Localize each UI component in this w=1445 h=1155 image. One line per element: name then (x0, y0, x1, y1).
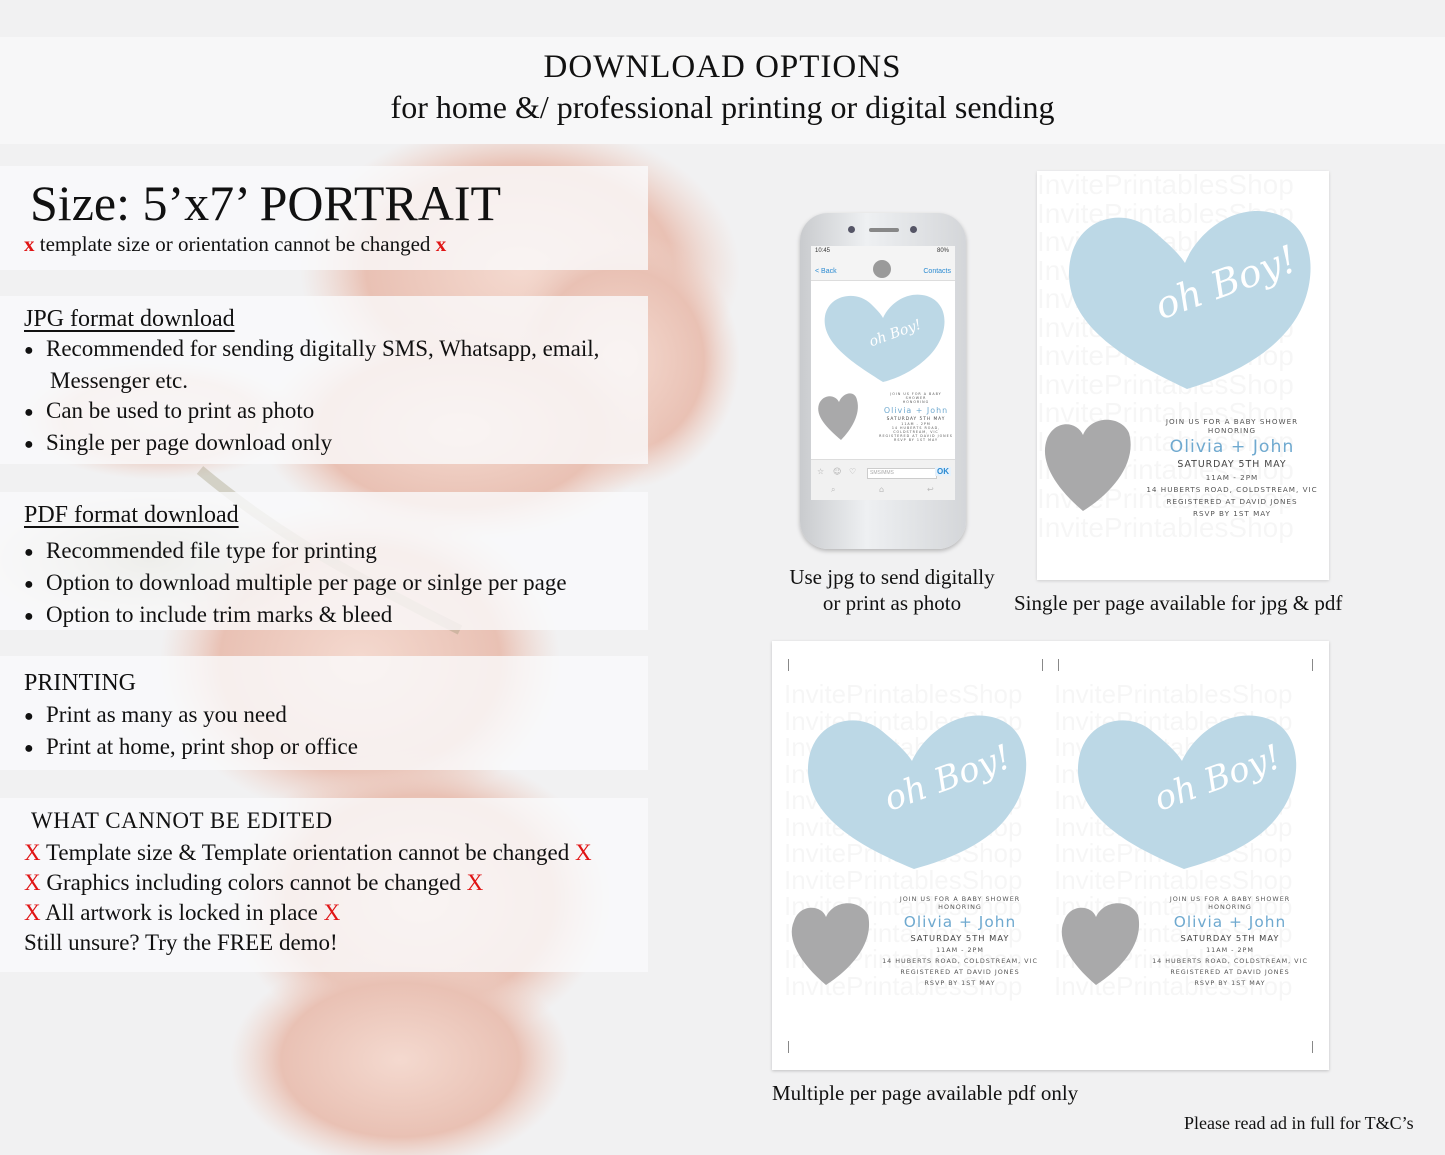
phone-mockup (800, 213, 966, 549)
red-x-icon: X (24, 900, 41, 925)
jpg-heading: JPG format download (24, 306, 235, 332)
trim-mark (1312, 659, 1313, 671)
list-item: ● Single per page download only (24, 428, 599, 460)
demo-line: Still unsure? Try the FREE demo! (24, 930, 338, 955)
pdf-heading: PDF format download (24, 502, 239, 528)
heart-script-text: oh Boy! (1148, 236, 1303, 329)
contacts-link[interactable]: Contacts (923, 268, 951, 275)
emoji-icon[interactable]: ☺ (833, 467, 842, 476)
heart-script-text: oh Boy! (867, 316, 924, 351)
red-x-icon: x (24, 232, 35, 256)
list-item: ● Print as many as you need (24, 700, 358, 732)
cannot-edit-heading: WHAT CANNOT BE EDITED (31, 808, 333, 833)
banner-subtitle: for home &/ professional printing or digital sending (390, 89, 1055, 125)
phone-screen (811, 246, 955, 500)
list-item: ● Recommended for sending digitally SMS, Whatsapp, email, (24, 334, 599, 366)
red-x-icon: X (574, 840, 592, 865)
red-x-icon: x (435, 232, 447, 256)
multi-invite-text: JOIN US FOR A BABY SHOWER HONORING Olivia + John SATURDAY 5TH MAY 11AM - 2PM 14 HUBERTS ROAD, COLDSTREAM, VIC REGISTERED AT DAVID JONES RSVP BY 1ST MAY (882, 895, 1038, 987)
bullet-icon: ● (24, 576, 34, 593)
search-icon[interactable]: ⌕ (831, 485, 836, 494)
list-item: X All artwork is locked in place X (24, 900, 341, 925)
cannot-edit-panel (0, 798, 648, 972)
header-banner (0, 37, 1445, 144)
contact-avatar-icon (873, 260, 891, 278)
home-icon[interactable]: ⌂ (879, 485, 885, 494)
list-item: ● Print at home, print shop or office (24, 732, 358, 764)
single-invite-text: JOIN US FOR A BABY SHOWER HONORING Olivia + John SATURDAY 5TH MAY 11AM - 2PM 14 HUBERTS ROAD, COLDSTREAM, VIC REGISTERED AT DAVID JONES RSVP BY 1ST MAY (1146, 417, 1318, 518)
list-item: ● Recommended file type for printing (24, 536, 567, 568)
single-caption: Single per page available for jpg & pdf (1014, 591, 1343, 615)
trim-mark (1042, 659, 1043, 671)
printing-panel (0, 656, 648, 770)
status-bar (811, 246, 955, 258)
red-x-icon: X (323, 900, 341, 925)
message-nav-bar (811, 258, 955, 281)
invite-artwork (784, 681, 1047, 1041)
printing-heading: PRINTING (24, 670, 136, 696)
back-link[interactable]: < Back (815, 268, 837, 275)
bullet-icon: ● (24, 342, 34, 359)
red-x-icon: X (24, 870, 41, 895)
trim-mark (788, 659, 789, 671)
multi-per-page-sheet (772, 641, 1329, 1070)
heart-script-text: oh Boy! (878, 737, 1017, 820)
trim-mark (1058, 659, 1059, 671)
cannot-edit-list (24, 838, 592, 958)
invite-artwork (1037, 171, 1329, 580)
list-item: X Graphics including colors cannot be changed X (24, 870, 484, 895)
size-panel (0, 166, 648, 270)
phone-invite-text: JOIN US FOR A BABY SHOWER HONORING Olivia + John SATURDAY 5TH MAY 11AM - 2PM 14 HUBERTS ROAD, COLDSTREAM, VIC REGISTERED AT DAVID JONES RSVP BY 1ST MAY (879, 392, 953, 442)
pdf-bullet-list (24, 536, 567, 632)
printing-bullet-list (24, 700, 358, 764)
sms-input[interactable]: SMS/MMS (867, 468, 937, 479)
jpg-bullet-list (24, 334, 599, 460)
camera-icon (848, 226, 855, 233)
terms-note: Please read ad in full for T&C’s (1184, 1113, 1414, 1133)
status-time: 10:45 (815, 248, 831, 254)
banner-title: DOWNLOAD OPTIONS (543, 49, 902, 85)
trim-mark (788, 1041, 789, 1053)
back-icon[interactable]: ↩ (927, 485, 934, 494)
heart-icon[interactable]: ♡ (849, 467, 857, 476)
bullet-icon: ● (24, 608, 34, 625)
bullet-icon: ● (24, 544, 34, 561)
jpg-panel (0, 296, 648, 464)
trim-mark (1312, 1041, 1313, 1053)
list-item: ● Option to include trim marks & bleed (24, 600, 567, 632)
multi-invite-card-left (784, 681, 1047, 1041)
bullet-icon: ● (24, 740, 34, 757)
bullet-icon: ● (24, 404, 34, 421)
multi-invite-card-right (1054, 681, 1317, 1041)
ok-button[interactable]: OK (937, 467, 949, 476)
list-item: ● Option to download multiple per page or sinlge per page (24, 568, 567, 600)
heart-script-text: oh Boy! (1148, 737, 1287, 820)
speaker-grille (869, 228, 899, 232)
red-x-icon: X (24, 840, 41, 865)
phone-caption: Use jpg to send digitally or print as photo (789, 565, 995, 615)
single-invite-card (1037, 171, 1329, 580)
bullet-icon: ● (24, 436, 34, 453)
status-battery: 80% (936, 248, 949, 254)
size-note (24, 232, 446, 257)
pdf-panel (0, 492, 648, 630)
message-input-bar (811, 459, 955, 500)
red-x-icon: X (466, 870, 484, 895)
invite-artwork (1054, 681, 1317, 1041)
list-item-continuation: Messenger etc. (50, 368, 188, 393)
multi-invite-text: JOIN US FOR A BABY SHOWER HONORING Olivia + John SATURDAY 5TH MAY 11AM - 2PM 14 HUBERTS ROAD, COLDSTREAM, VIC REGISTERED AT DAVID JONES RSVP BY 1ST MAY (1152, 895, 1308, 987)
bullet-icon: ● (24, 708, 34, 725)
size-title: Size: 5’x7’ PORTRAIT (30, 175, 502, 231)
sensor-icon (910, 226, 917, 233)
camera-icon[interactable]: ☆ (817, 467, 825, 476)
multiple-caption: Multiple per page available pdf only (772, 1081, 1079, 1105)
list-item: X Template size & Template orientation cannot be changed X (24, 840, 592, 865)
size-note-text: template size or orientation cannot be changed (39, 232, 431, 256)
list-item: ● Can be used to print as photo (24, 396, 599, 428)
